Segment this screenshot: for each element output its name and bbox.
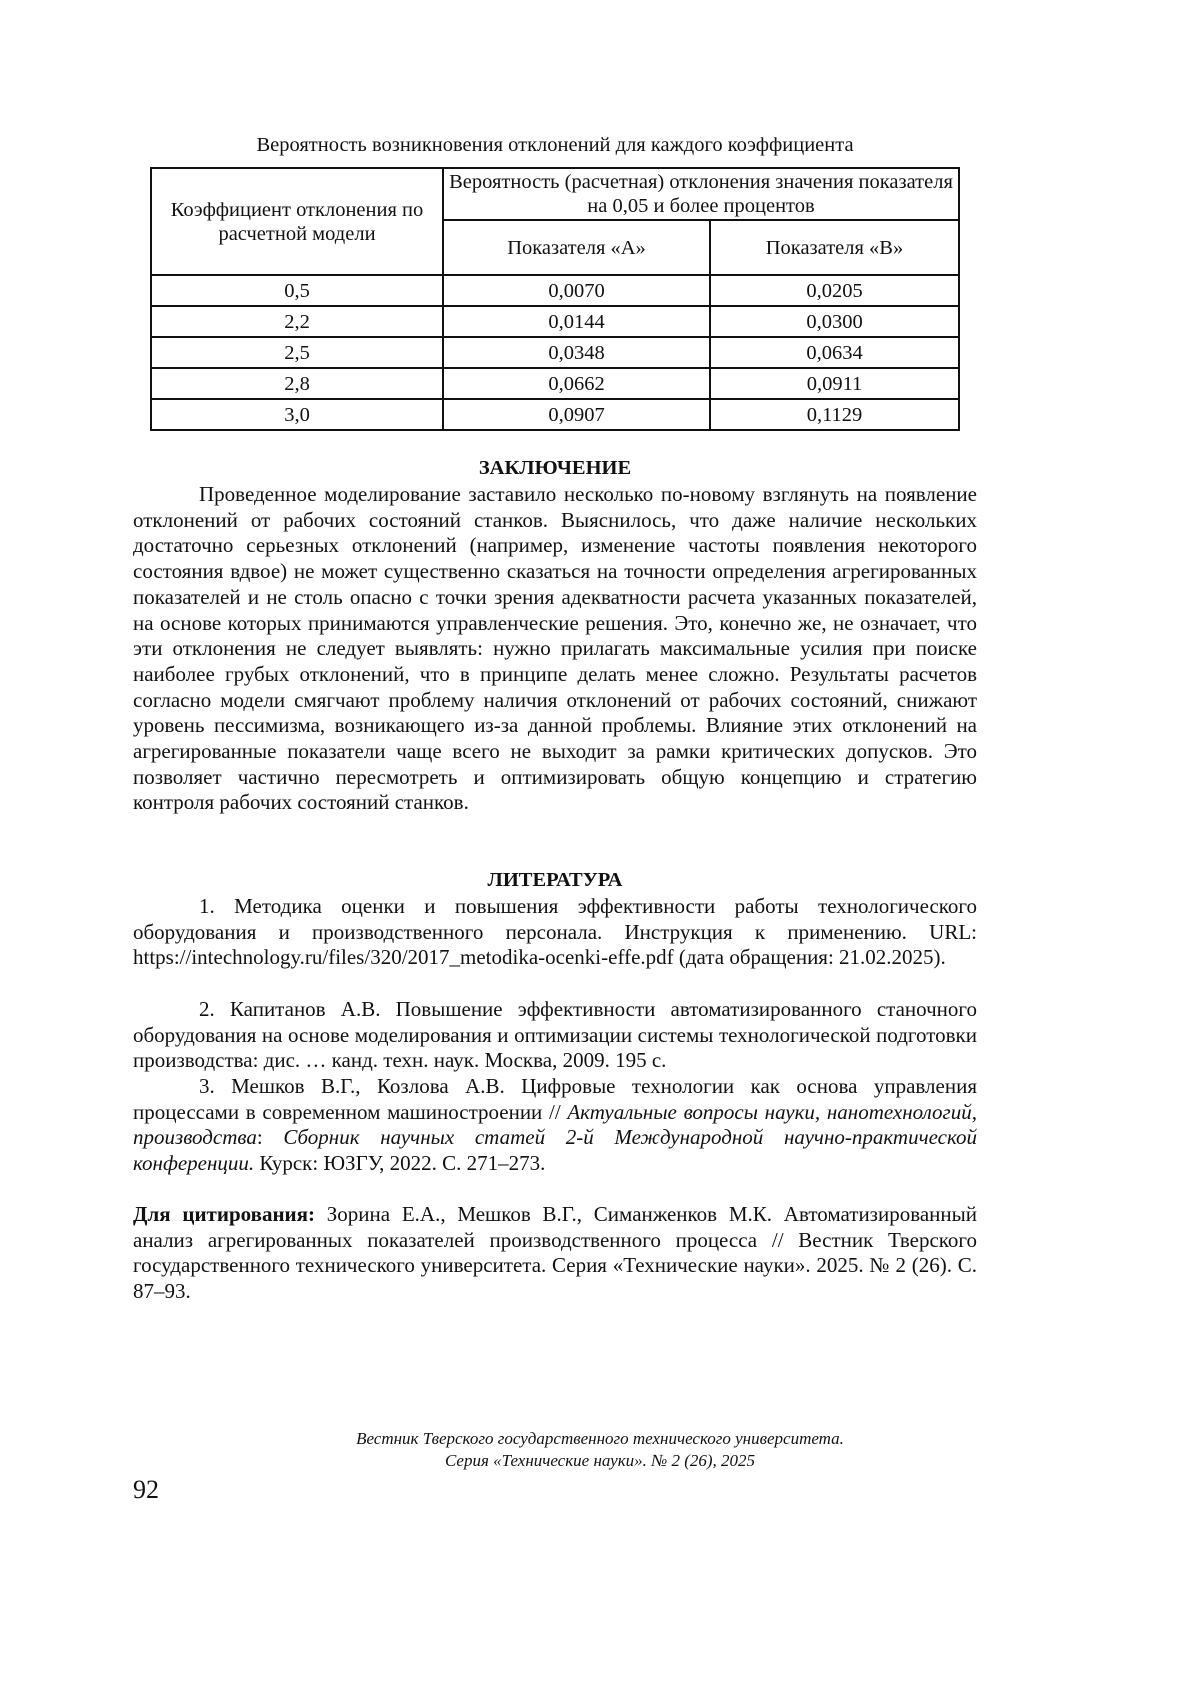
reference-item-1: 1. Методика оценки и повышения эффективности работы технологического оборудования и производственного персонала. Инструкция к применению. URL: https://intechnology.ru/files/320/2017_metodika-ocenki-effe.pdf (дата обращения: 21.02.2025). <box>133 894 977 971</box>
table-row <box>151 368 959 399</box>
cell: 0,0300 <box>710 306 959 337</box>
citation-label: Для цитирования: <box>133 1202 315 1226</box>
probability-table <box>150 167 960 431</box>
page-number: 92 <box>133 1475 159 1505</box>
reference-text: : <box>257 1125 284 1149</box>
table-caption: Вероятность возникновения отклонений для каждого коэффициента <box>150 134 960 157</box>
header-indicator-b: Показателя «В» <box>710 220 959 275</box>
table-row <box>151 399 959 430</box>
cell: 0,1129 <box>710 399 959 430</box>
cell: 0,0907 <box>443 399 710 430</box>
cell: 0,0662 <box>443 368 710 399</box>
cell: 0,0911 <box>710 368 959 399</box>
conclusion-heading: ЗАКЛЮЧЕНИЕ <box>133 457 977 480</box>
citation-text: Зорина Е.А., Мешков В.Г., Симанженков М.К. Автоматизированный анализ агрегированных показателей производственного процесса // Вестник Тверского государственного технического университета. Серия «Технические науки». 2025. № 2 (26). С. 87–93. <box>133 1202 977 1303</box>
cell: 0,0070 <box>443 275 710 306</box>
cell: 2,8 <box>151 368 443 399</box>
references-heading: ЛИТЕРАТУРА <box>133 869 977 892</box>
reference-text: Курск: ЮЗГУ, 2022. С. 271–273. <box>254 1151 545 1175</box>
cell: 3,0 <box>151 399 443 430</box>
table-row <box>151 337 959 368</box>
header-probability-group: Вероятность (расчетная) отклонения значения показателя на 0,05 и более процентов <box>443 168 959 220</box>
footer-line-1: Вестник Тверского государственного технического университета. <box>200 1428 1000 1450</box>
reference-item-2: 2. Капитанов А.В. Повышение эффективности автоматизированного станочного оборудования на основе моделирования и оптимизации системы технологической подготовки производства: дис. … канд. техн. наук. Москва, 2009. 195 с. <box>133 997 977 1074</box>
cell: 0,5 <box>151 275 443 306</box>
footer-line-2: Серия «Технические науки». № 2 (26), 2025 <box>200 1450 1000 1472</box>
reference-item-3 <box>133 1074 977 1177</box>
reference-italic-title: Актуальные вопросы науки, нанотехнологий, производства <box>133 1100 977 1150</box>
cell: 2,2 <box>151 306 443 337</box>
cell: 0,0205 <box>710 275 959 306</box>
journal-footer <box>200 1428 1000 1472</box>
cell: 0,0634 <box>710 337 959 368</box>
reference-italic-source: Сборник научных статей 2-й Международной научно-практической конференции. <box>133 1125 977 1175</box>
conclusion-text: Проведенное моделирование заставило несколько по-новому взглянуть на появление отклонений от рабочих состояний станков. Выяснилось, что даже наличие нескольких достаточно серьезных отклонений (например, изменение частоты появления некоторого состояния вдвое) не может существенно сказаться на точности определения агрегированных показателей и не столь опасно с точки зрения адекватности расчета указанных показателей, на основе которых принимаются управленческие решения. Это, конечно же, не означает, что эти отклонения не следует выявлять: нужно прилагать максимальные усилия при поиске наиболее грубых отклонений, что в принципе делать менее сложно. Результаты расчетов согласно модели смягчают проблему наличия отклонений от рабочих состояний, снижают уровень пессимизма, возникающего из-за данной проблемы. Влияние этих отклонений на агрегированные показатели чаще всего не выходит за рамки критических допусков. Это позволяет частично пересмотреть и оптимизировать общую концепцию и стратегию контроля рабочих состояний станков. <box>133 482 977 816</box>
header-coefficient: Коэффициент отклонения по расчетной модели <box>151 168 443 275</box>
cell: 0,0144 <box>443 306 710 337</box>
table-row <box>151 306 959 337</box>
citation <box>133 1202 977 1305</box>
cell: 0,0348 <box>443 337 710 368</box>
cell: 2,5 <box>151 337 443 368</box>
reference-text: 3. Мешков В.Г., Козлова А.В. Цифровые технологии как основа управления процессами в современном машиностроении // <box>133 1074 977 1124</box>
table-row <box>151 275 959 306</box>
header-indicator-a: Показателя «А» <box>443 220 710 275</box>
